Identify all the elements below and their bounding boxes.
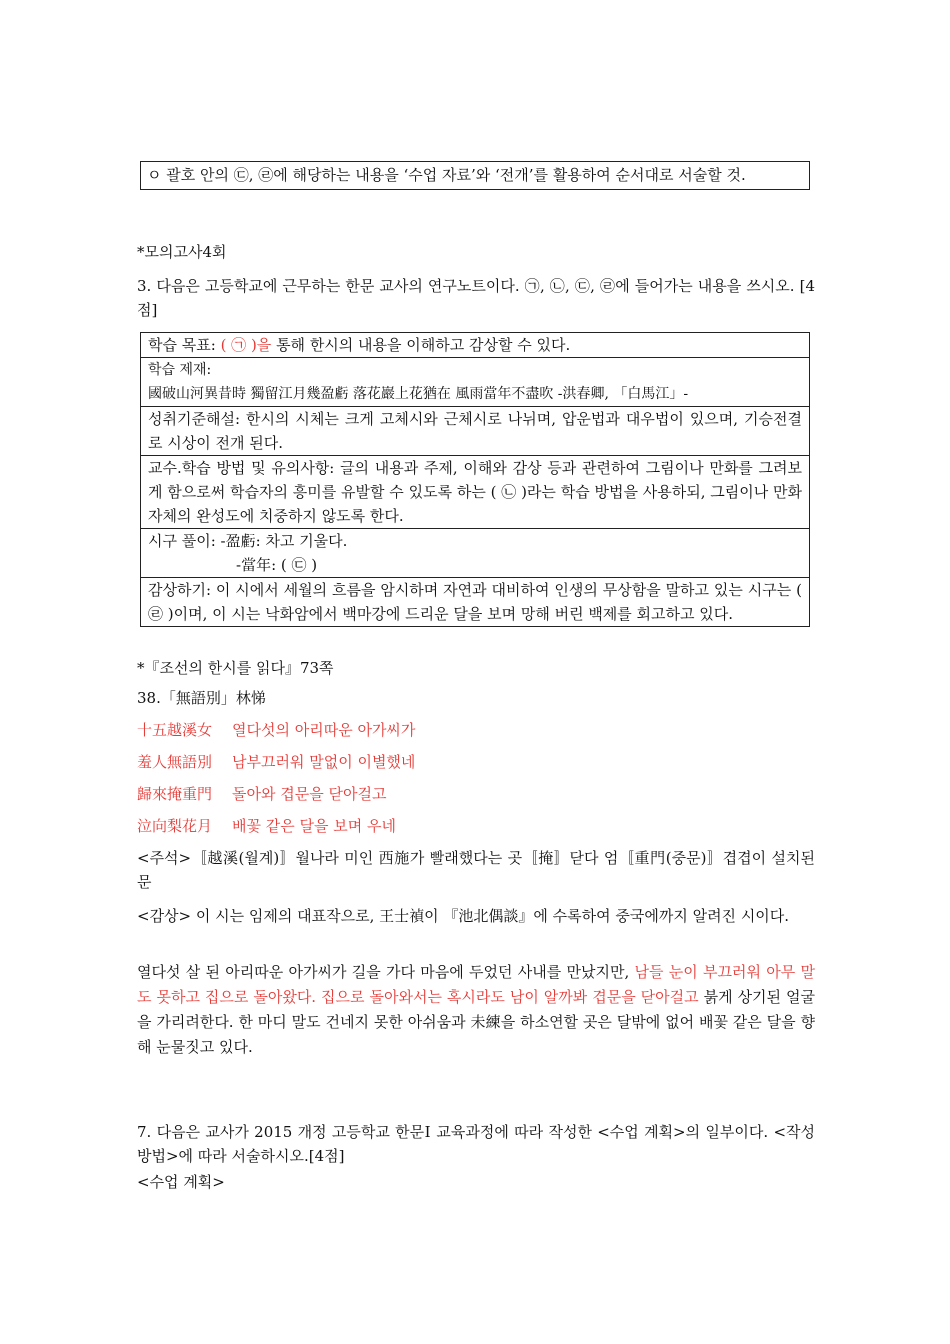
poem-title: 38.「無語別」林悌: [137, 689, 266, 707]
gloss-line-1: 시구 풀이: -盈虧: 차고 기울다.: [148, 532, 348, 550]
para-part-a: 열다섯 살 된 아리따운 아가씨가 길을 가다 마음에 두었던 사내를 만났지만,: [137, 963, 635, 981]
poem-kor: 열다섯의 아리따운 아가씨가: [232, 721, 416, 739]
question-7: 7. 다음은 교사가 2015 개정 고등학교 한문Ⅰ 교육과정에 따라 작성한 <수업 계획>의 일부이다. <작성 방법>에 따라 서술하시오.[4점]: [137, 1123, 815, 1165]
poem-han: 歸來掩重門: [137, 785, 213, 803]
appreciation-row: 감상하기: 이 시에서 세월의 흐름을 암시하며 자연과 대비하여 인생의 무상함을 말하고 있는 시구는 ( ㉣ )이며, 이 시는 낙화암에서 백마강에 드리운 달을 보며 망해 버린 백제를 회고하고 있다.: [148, 581, 802, 623]
material-label: 학습 제재:: [148, 362, 212, 378]
method-row: 교수.학습 방법 및 유의사항: 글의 내용과 주제, 이해와 감상 등과 관련하여 그림이나 만화를 그려보게 함으로써 학습자의 흥미를 유발할 수 있도록 하는 ( ㉡ )라는 학습 방법을 사용하되, 그림이나 만화 자체의 완성도에 치중하지 않도록 한다.: [141, 456, 809, 529]
appreciation-paragraph: [137, 960, 815, 1060]
material-text: 國破山河異昔時 獨留江月幾盈虧 落花巖上花猶在 風雨當年不盡吹 -洪春卿, 「白馬江」-: [148, 386, 689, 402]
research-note-table: [140, 332, 810, 627]
goal-suffix: 통해 한시의 내용을 이해하고 감상할 수 있다.: [271, 336, 571, 354]
appreciation-intro: <감상> 이 시는 임제의 대표작으로, 王士禎이 『池北偶談』에 수록하여 중국에까지 알려진 시이다.: [137, 907, 790, 925]
learning-material-row: [141, 358, 809, 407]
exam-source: *모의고사4회: [137, 243, 227, 261]
para-part-b-highlight: 남들 눈이 부끄러워 아무 말도 못하고 집으로 돌아왔다. 집으로 돌아와서는 혹시라도 남이 알까봐 겹문을 닫아걸고: [137, 963, 815, 1006]
annotation: <주석>〚越溪(월계)〛월나라 미인 西施가 빨래했다는 곳〚掩〛닫다 엄〚重門(중문)〛겹겹이 설치된 문: [137, 849, 815, 891]
gloss-line-2: -當年: ( ㉢ ): [236, 556, 318, 574]
poem-han: 羞人無語別: [137, 753, 213, 771]
criteria-row: 성취기준해설: 한시의 시체는 크게 고체시와 근체시로 나뉘며, 압운법과 대우법이 있으며, 기승전결로 시상이 전개 된다.: [141, 407, 809, 456]
learning-goal-row: [141, 333, 809, 358]
poem-kor: 남부끄러워 말없이 이별했네: [232, 753, 416, 771]
goal-blank: ( ㉠ )을: [220, 336, 272, 354]
question-3: 3. 다음은 고등학교에 근무하는 한문 교사의 연구노트이다. ㉠, ㉡, ㉢, ㉣에 들어가는 내용을 쓰시오. [4점]: [137, 277, 815, 319]
poem-line: [137, 718, 415, 742]
para-part-c: 붉게 상기된 얼굴을 가리려한다. 한 마디 말도 건네지 못한 아쉬움과 未練을 하소연할 곳은 달밖에 없어 배꽃 같은 달을 향해 눈물짓고 있다.: [137, 988, 815, 1056]
poem-han: 十五越溪女: [137, 721, 213, 739]
poem-line: [137, 750, 415, 774]
poem-kor: 돌아와 겹문을 닫아걸고: [232, 785, 387, 803]
poem-kor: 배꽃 같은 달을 보며 우네: [232, 817, 396, 835]
instruction-text: ㅇ 괄호 안의 ㉢, ㉣에 해당하는 내용을 ‘수업 자료’와 ‘전개’를 활용하여 순서대로 서술할 것.: [147, 166, 746, 184]
book-source: *『조선의 한시를 읽다』73쪽: [137, 659, 334, 677]
instruction-box: [140, 161, 810, 190]
poem-han: 泣向梨花月: [137, 817, 213, 835]
gloss-row: [141, 529, 809, 578]
poem-line: [137, 814, 396, 838]
goal-prefix: 학습 목표:: [148, 336, 221, 354]
lesson-plan-label: <수업 계획>: [137, 1173, 225, 1191]
poem-line: [137, 782, 386, 806]
